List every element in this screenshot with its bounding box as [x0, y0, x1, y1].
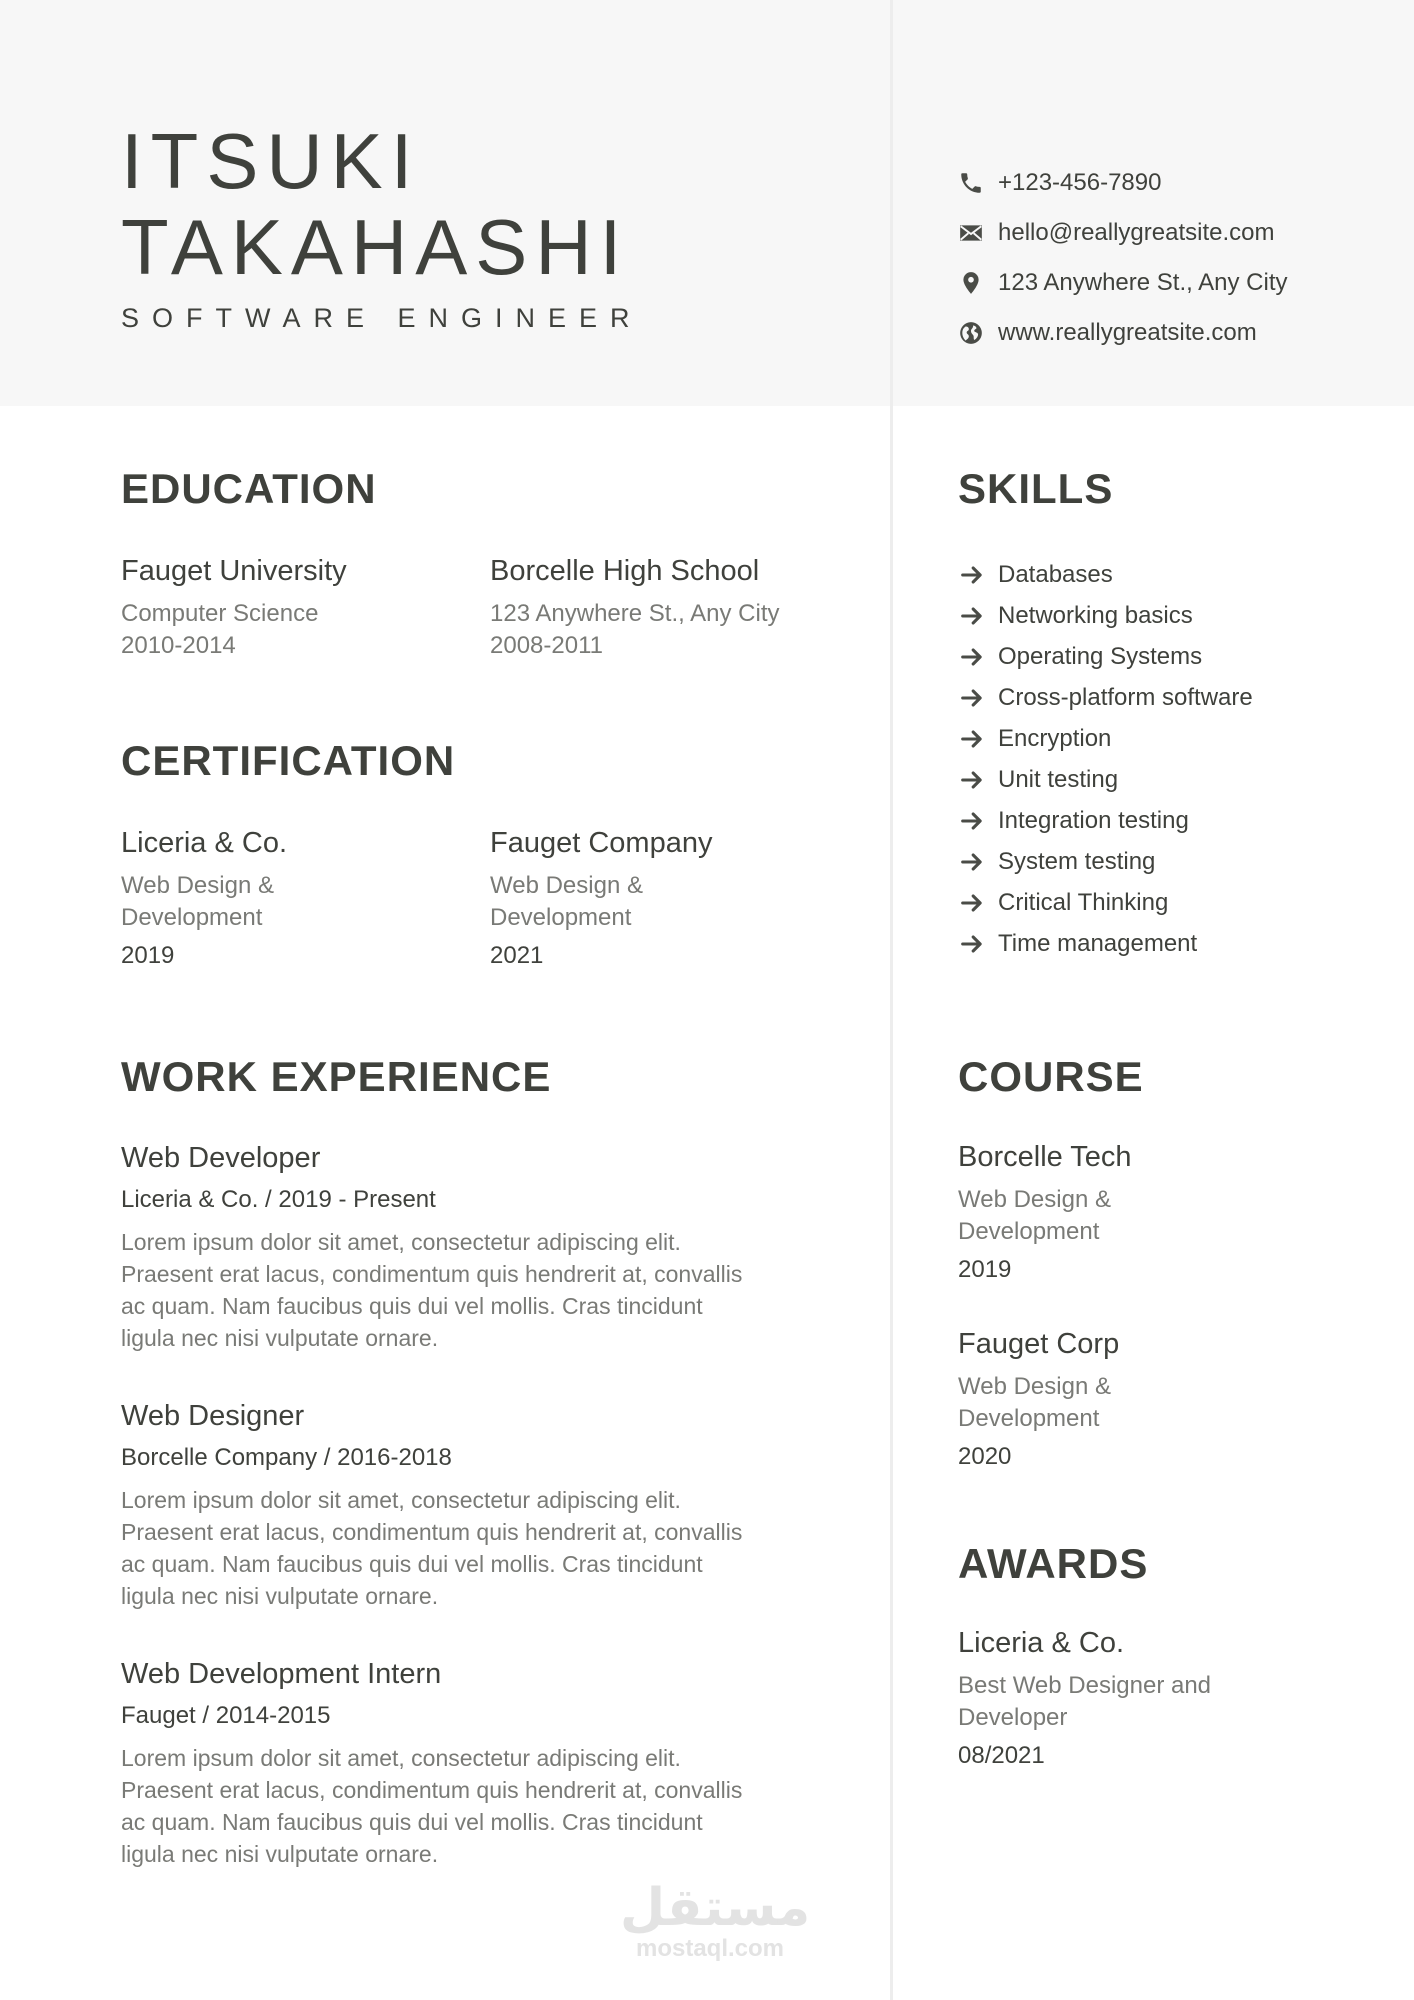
- certification-year: 2021: [490, 942, 544, 969]
- job-title: Web Developer: [121, 1142, 321, 1174]
- job-meta: Fauget / 2014-2015: [121, 1702, 331, 1729]
- job-description-line: ac quam. Nam faucibus quis dui vel mollis. Cras tincidunt: [121, 1551, 703, 1577]
- award-date: 08/2021: [958, 1742, 1045, 1769]
- arrow-right-icon: [958, 725, 986, 753]
- job-meta: Borcelle Company / 2016-2018: [121, 1444, 452, 1471]
- course-year: 2019: [958, 1256, 1012, 1283]
- contact-email: [958, 208, 1288, 258]
- education-years: 2008-2011: [490, 632, 603, 659]
- skill-label: System testing: [998, 847, 1156, 875]
- education-item: [121, 554, 461, 662]
- certification-item: [490, 826, 850, 972]
- job-description-line: ac quam. Nam faucibus quis dui vel mollis. Cras tincidunt: [121, 1293, 703, 1319]
- arrow-right-icon: [958, 766, 986, 794]
- contact-website-text[interactable]: www.reallygreatsite.com: [998, 319, 1257, 346]
- course-item: [958, 1140, 1358, 1286]
- course-line: Web Design &: [958, 1186, 1111, 1213]
- job-meta: Liceria & Co. / 2019 - Present: [121, 1186, 436, 1213]
- certification-line: Web Design &: [490, 872, 643, 899]
- education-years: 2010-2014: [121, 632, 236, 659]
- skill-item: [958, 636, 1253, 677]
- job-description: [121, 1226, 831, 1354]
- certification-title: Liceria & Co.: [121, 827, 288, 859]
- skill-label: Integration testing: [998, 806, 1189, 834]
- arrow-right-icon: [958, 848, 986, 876]
- arrow-right-icon: [958, 561, 986, 589]
- arrow-right-icon: [958, 684, 986, 712]
- globe-icon: [958, 320, 984, 346]
- contact-website: [958, 308, 1288, 358]
- skills-list: [958, 554, 1253, 964]
- job-description-line: ligula nec nisi vulputate ornare.: [121, 1583, 439, 1609]
- award-item: [958, 1626, 1378, 1772]
- course-item: [958, 1327, 1358, 1473]
- course-heading: COURSE: [958, 1053, 1144, 1100]
- skill-label: Operating Systems: [998, 642, 1203, 670]
- job-description-line: Praesent erat lacus, condimentum quis hendrerit at, convallis: [121, 1519, 743, 1545]
- job-description: [121, 1484, 831, 1612]
- name-line-2: TAKAHASHI: [121, 203, 630, 291]
- name-line-1: ITSUKI: [121, 117, 421, 205]
- candidate-name: [121, 118, 629, 290]
- job-role: SOFTWARE ENGINEER: [121, 303, 643, 333]
- course-title: Borcelle Tech: [958, 1141, 1132, 1173]
- phone-icon: [958, 170, 984, 196]
- skill-label: Unit testing: [998, 765, 1119, 793]
- award-line: Best Web Designer and: [958, 1672, 1212, 1699]
- education-item: [490, 554, 850, 662]
- skill-item: [958, 718, 1253, 759]
- certification-line: Development: [121, 904, 263, 931]
- skill-item: [958, 800, 1253, 841]
- education-address: 123 Anywhere St., Any City: [490, 600, 780, 627]
- certification-line: Development: [490, 904, 632, 931]
- job-description-line: ac quam. Nam faucibus quis dui vel mollis. Cras tincidunt: [121, 1809, 703, 1835]
- education-field: Computer Science: [121, 600, 319, 627]
- skill-item: [958, 759, 1253, 800]
- job-description-line: Praesent erat lacus, condimentum quis hendrerit at, convallis: [121, 1261, 743, 1287]
- work-item: [121, 1140, 831, 1354]
- education-title: Fauget University: [121, 555, 347, 587]
- contact-email-text[interactable]: hello@reallygreatsite.com: [998, 219, 1275, 246]
- contact-list: [958, 158, 1288, 358]
- job-title: Web Designer: [121, 1400, 305, 1432]
- contact-phone-text[interactable]: +123-456-7890: [998, 169, 1162, 196]
- course-year: 2020: [958, 1443, 1012, 1470]
- contact-address: [958, 258, 1288, 308]
- job-description: [121, 1742, 831, 1870]
- arrow-right-icon: [958, 643, 986, 671]
- course-line: Development: [958, 1218, 1100, 1245]
- work-item: [121, 1398, 831, 1612]
- skill-label: Time management: [998, 929, 1198, 957]
- skill-label: Networking basics: [998, 601, 1193, 629]
- column-divider: [890, 0, 893, 2000]
- work-item: [121, 1656, 831, 1870]
- award-line: Developer: [958, 1704, 1068, 1731]
- skill-label: Encryption: [998, 724, 1112, 752]
- contact-address-text: 123 Anywhere St., Any City: [998, 269, 1288, 296]
- skill-label: Critical Thinking: [998, 888, 1169, 916]
- skill-item: [958, 923, 1253, 964]
- skill-item: [958, 677, 1253, 718]
- job-description-line: Lorem ipsum dolor sit amet, consectetur adipiscing elit.: [121, 1487, 681, 1513]
- job-title: Web Development Intern: [121, 1658, 442, 1690]
- mail-icon: [958, 220, 984, 246]
- certification-item: [121, 826, 461, 972]
- skill-label: Cross-platform software: [998, 683, 1253, 711]
- job-description-line: ligula nec nisi vulputate ornare.: [121, 1325, 439, 1351]
- certification-heading: CERTIFICATION: [121, 737, 456, 784]
- watermark-arabic: مستقل: [620, 1878, 811, 1938]
- job-description-line: ligula nec nisi vulputate ornare.: [121, 1841, 439, 1867]
- skills-heading: SKILLS: [958, 465, 1114, 512]
- job-description-line: Praesent erat lacus, condimentum quis hendrerit at, convallis: [121, 1777, 743, 1803]
- certification-line: Web Design &: [121, 872, 274, 899]
- award-title: Liceria & Co.: [958, 1627, 1125, 1659]
- certification-title: Fauget Company: [490, 827, 713, 859]
- job-description-line: Lorem ipsum dolor sit amet, consectetur adipiscing elit.: [121, 1745, 681, 1771]
- education-heading: EDUCATION: [121, 465, 377, 512]
- skill-item: [958, 554, 1253, 595]
- course-line: Development: [958, 1405, 1100, 1432]
- location-pin-icon: [958, 270, 984, 296]
- job-description-line: Lorem ipsum dolor sit amet, consectetur adipiscing elit.: [121, 1229, 681, 1255]
- arrow-right-icon: [958, 602, 986, 630]
- skill-item: [958, 841, 1253, 882]
- contact-phone: [958, 158, 1288, 208]
- arrow-right-icon: [958, 930, 986, 958]
- watermark-latin: mostaql.com: [635, 1935, 785, 1962]
- certification-year: 2019: [121, 942, 175, 969]
- work-experience-heading: WORK EXPERIENCE: [121, 1053, 552, 1100]
- awards-heading: AWARDS: [958, 1540, 1149, 1587]
- arrow-right-icon: [958, 889, 986, 917]
- watermark: [620, 1878, 811, 1962]
- course-line: Web Design &: [958, 1373, 1111, 1400]
- skill-item: [958, 882, 1253, 923]
- education-title: Borcelle High School: [490, 555, 760, 587]
- skill-label: Databases: [998, 560, 1113, 588]
- skill-item: [958, 595, 1253, 636]
- course-title: Fauget Corp: [958, 1328, 1120, 1360]
- arrow-right-icon: [958, 807, 986, 835]
